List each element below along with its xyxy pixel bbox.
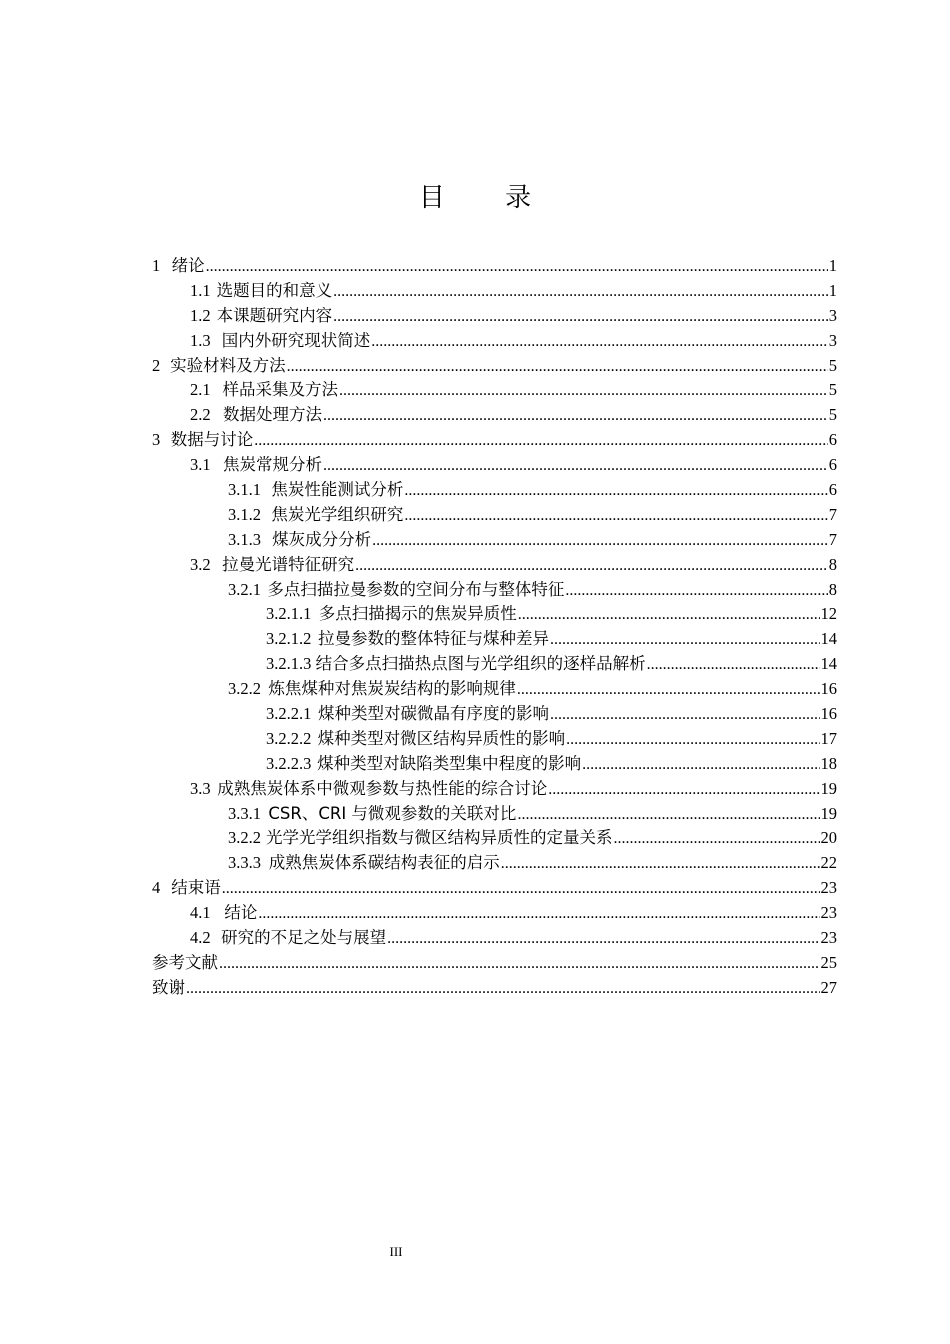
toc-entry-title: 焦炭常规分析 <box>222 455 322 475</box>
toc-entry-title: 选题目的和意义 <box>216 280 333 300</box>
toc-entry-number: 3.1 <box>190 455 211 475</box>
page-title: 目 录 <box>418 183 558 213</box>
toc-entry-page: 16 <box>820 704 837 724</box>
toc-entry-title: 煤灰成分分析 <box>272 529 372 549</box>
toc-dot-leader <box>566 728 819 753</box>
toc-entry-page: 6 <box>828 430 837 450</box>
toc-entry[interactable] <box>152 503 837 528</box>
toc-entry[interactable] <box>152 677 837 702</box>
toc-entry[interactable] <box>152 378 837 403</box>
toc-dot-leader <box>372 529 828 554</box>
toc-entry[interactable] <box>152 528 837 553</box>
toc-entry[interactable] <box>152 478 837 503</box>
toc-entry-title: 数据处理方法 <box>222 405 322 425</box>
toc-dot-leader <box>550 628 820 653</box>
toc-entry[interactable] <box>152 951 837 976</box>
toc-entry[interactable] <box>152 553 837 578</box>
toc-entry-number: 4.2 <box>190 928 211 948</box>
table-of-contents <box>152 254 837 1001</box>
toc-entry-number: 3.2.2 <box>228 828 261 848</box>
toc-entry-page: 7 <box>828 529 837 549</box>
toc-entry-page: 8 <box>828 579 837 599</box>
toc-entry-number: 3.2.1.3 <box>266 654 312 674</box>
toc-dot-leader <box>323 454 828 479</box>
toc-dot-leader <box>323 404 828 429</box>
toc-entry-number: 3 <box>152 430 161 450</box>
toc-entry-page: 5 <box>828 355 837 375</box>
toc-dot-leader <box>254 429 828 454</box>
toc-entry-number: 3.2.2.3 <box>266 753 312 773</box>
toc-dot-leader <box>339 379 828 404</box>
toc-entry-page: 25 <box>820 952 837 972</box>
toc-entry[interactable] <box>152 802 837 827</box>
toc-entry-page: 18 <box>820 753 837 773</box>
toc-dot-leader <box>206 255 828 280</box>
toc-entry[interactable] <box>152 428 837 453</box>
toc-entry-page: 16 <box>820 679 837 699</box>
toc-entry[interactable] <box>152 329 837 354</box>
toc-entry[interactable] <box>152 777 837 802</box>
toc-entry-number: 3.2.2.2 <box>266 728 312 748</box>
toc-entry-page: 3 <box>828 305 837 325</box>
toc-dot-leader <box>387 927 819 952</box>
toc-entry-title: 多点扫描拉曼参数的空间分布与整体特征 <box>267 579 565 599</box>
toc-entry-title: 成熟焦炭体系中微观参数与热性能的综合讨论 <box>217 778 548 798</box>
toc-dot-leader <box>501 852 820 877</box>
toc-dot-leader <box>517 678 820 703</box>
toc-entry[interactable] <box>152 851 837 876</box>
toc-entry-page: 14 <box>820 629 837 649</box>
toc-dot-leader <box>404 479 827 504</box>
toc-entry[interactable] <box>152 876 837 901</box>
toc-entry[interactable] <box>152 727 837 752</box>
toc-entry[interactable] <box>152 652 837 677</box>
toc-entry[interactable] <box>152 254 837 279</box>
toc-entry[interactable] <box>152 901 837 926</box>
toc-entry[interactable] <box>152 453 837 478</box>
toc-entry[interactable] <box>152 354 837 379</box>
toc-entry-page: 19 <box>820 778 837 798</box>
toc-dot-leader <box>517 803 819 828</box>
toc-entry-page: 19 <box>820 803 837 823</box>
toc-entry-page: 5 <box>828 380 837 400</box>
toc-entry[interactable] <box>152 826 837 851</box>
toc-entry-title: 结合多点扫描热点图与光学组织的逐样品解析 <box>315 654 646 674</box>
toc-entry-number: 3.2 <box>190 554 211 574</box>
toc-entry-page: 23 <box>820 928 837 948</box>
toc-dot-leader <box>222 877 820 902</box>
toc-entry-title: 成熟焦炭体系碳结构表征的启示 <box>268 853 500 873</box>
toc-entry-title: 本课题研究内容 <box>216 305 333 325</box>
toc-entry[interactable] <box>152 627 837 652</box>
toc-entry-title: 结论 <box>224 903 258 923</box>
toc-dot-leader <box>548 778 819 803</box>
toc-entry-page: 8 <box>828 554 837 574</box>
toc-entry-title: 炼焦煤种对焦炭炭结构的影响规律 <box>268 679 516 699</box>
toc-entry[interactable] <box>152 279 837 304</box>
toc-entry-number: 3.2.2.1 <box>266 704 312 724</box>
toc-entry-page: 22 <box>820 853 837 873</box>
toc-entry-title: 样品采集及方法 <box>222 380 339 400</box>
toc-entry[interactable] <box>152 403 837 428</box>
toc-entry-title: 国内外研究现状简述 <box>221 330 371 350</box>
toc-entry[interactable] <box>152 976 837 1001</box>
page-number-footer: III <box>389 1244 403 1259</box>
toc-entry-page: 6 <box>828 480 837 500</box>
toc-entry[interactable] <box>152 578 837 603</box>
toc-entry-page: 27 <box>820 977 837 997</box>
toc-entry-title: 数据与讨论 <box>170 430 254 450</box>
toc-dot-leader <box>287 355 828 380</box>
toc-entry-number: 3.2.1.2 <box>266 629 312 649</box>
toc-entry-page: 23 <box>820 903 837 923</box>
toc-dot-leader <box>258 902 819 927</box>
toc-entry-number: 2 <box>152 355 161 375</box>
toc-entry-title: 致谢 <box>152 977 185 997</box>
toc-entry-number: 3.3 <box>190 778 211 798</box>
toc-entry-title: 焦炭性能测试分析 <box>271 480 404 500</box>
toc-dot-leader <box>550 703 820 728</box>
toc-entry-title: 煤种类型对微区结构异质性的影响 <box>317 728 566 748</box>
toc-entry-number: 3.2.1 <box>228 579 261 599</box>
toc-entry-number: 3.2.1.1 <box>266 604 312 624</box>
toc-entry-title: 实验材料及方法 <box>170 355 286 375</box>
toc-dot-leader <box>355 554 828 579</box>
toc-dot-leader <box>219 952 820 977</box>
toc-entry-number: 3.1.1 <box>228 480 261 500</box>
toc-entry-page: 12 <box>820 604 837 624</box>
toc-dot-leader <box>565 579 827 604</box>
toc-dot-leader <box>333 280 828 305</box>
toc-dot-leader <box>186 977 820 1002</box>
toc-entry-number: 3.3.3 <box>228 853 261 873</box>
toc-entry-title: 煤种类型对碳微晶有序度的影响 <box>317 704 549 724</box>
toc-entry-page: 7 <box>828 504 837 524</box>
toc-entry-page: 1 <box>828 280 837 300</box>
toc-entry-title: 参考文献 <box>152 952 218 972</box>
toc-entry-number: 1 <box>152 256 161 275</box>
toc-entry-number: 1.2 <box>190 305 211 325</box>
toc-dot-leader <box>333 305 828 330</box>
toc-entry-page: 1 <box>828 256 837 275</box>
toc-entry-number: 1.3 <box>190 330 211 350</box>
toc-entry-page: 14 <box>820 654 837 674</box>
toc-entry-page: 23 <box>820 878 837 898</box>
toc-entry-page: 5 <box>828 405 837 425</box>
toc-entry-number: 2.1 <box>190 380 211 400</box>
toc-entry-title: 拉曼参数的整体特征与煤种差异 <box>317 629 549 649</box>
toc-dot-leader <box>647 653 820 678</box>
toc-entry[interactable] <box>152 926 837 951</box>
toc-entry-title: 结束语 <box>171 878 221 898</box>
toc-entry[interactable] <box>152 702 837 727</box>
toc-entry-number: 3.1.3 <box>228 529 261 549</box>
toc-entry-number: 1.1 <box>190 280 211 300</box>
toc-entry-number: 4 <box>152 878 161 898</box>
toc-entry-number: 3.3.1 <box>228 803 261 823</box>
toc-entry-page: 6 <box>828 455 837 475</box>
toc-entry-number: 3.2.2 <box>228 679 261 699</box>
toc-entry-title: 研究的不足之处与展望 <box>221 928 387 948</box>
toc-entry[interactable] <box>152 304 837 329</box>
toc-dot-leader <box>518 603 820 628</box>
toc-entry-number: 2.2 <box>190 405 211 425</box>
toc-dot-leader <box>371 330 827 355</box>
toc-entry-title: 绪论 <box>171 256 205 275</box>
toc-entry-title: 多点扫描揭示的焦炭异质性 <box>318 604 517 624</box>
toc-entry-number: 3.1.2 <box>228 504 261 524</box>
toc-dot-leader <box>404 504 827 529</box>
toc-entry[interactable] <box>152 752 837 777</box>
toc-entry[interactable] <box>152 602 837 627</box>
toc-entry-title: CSR、CRI 与微观参数的关联对比 <box>268 803 517 823</box>
toc-dot-leader <box>582 753 819 778</box>
toc-entry-title: 煤种类型对缺陷类型集中程度的影响 <box>317 753 582 773</box>
toc-entry-page: 20 <box>820 828 837 848</box>
toc-entry-number: 4.1 <box>190 903 211 923</box>
toc-entry-page: 3 <box>828 330 837 350</box>
toc-entry-title: 焦炭光学组织研究 <box>271 504 404 524</box>
toc-dot-leader <box>614 827 820 852</box>
toc-entry-page: 17 <box>820 728 837 748</box>
toc-entry-title: 拉曼光谱特征研究 <box>222 554 355 574</box>
toc-entry-title: 光学光学组织指数与微区结构异质性的定量关系 <box>266 828 613 848</box>
